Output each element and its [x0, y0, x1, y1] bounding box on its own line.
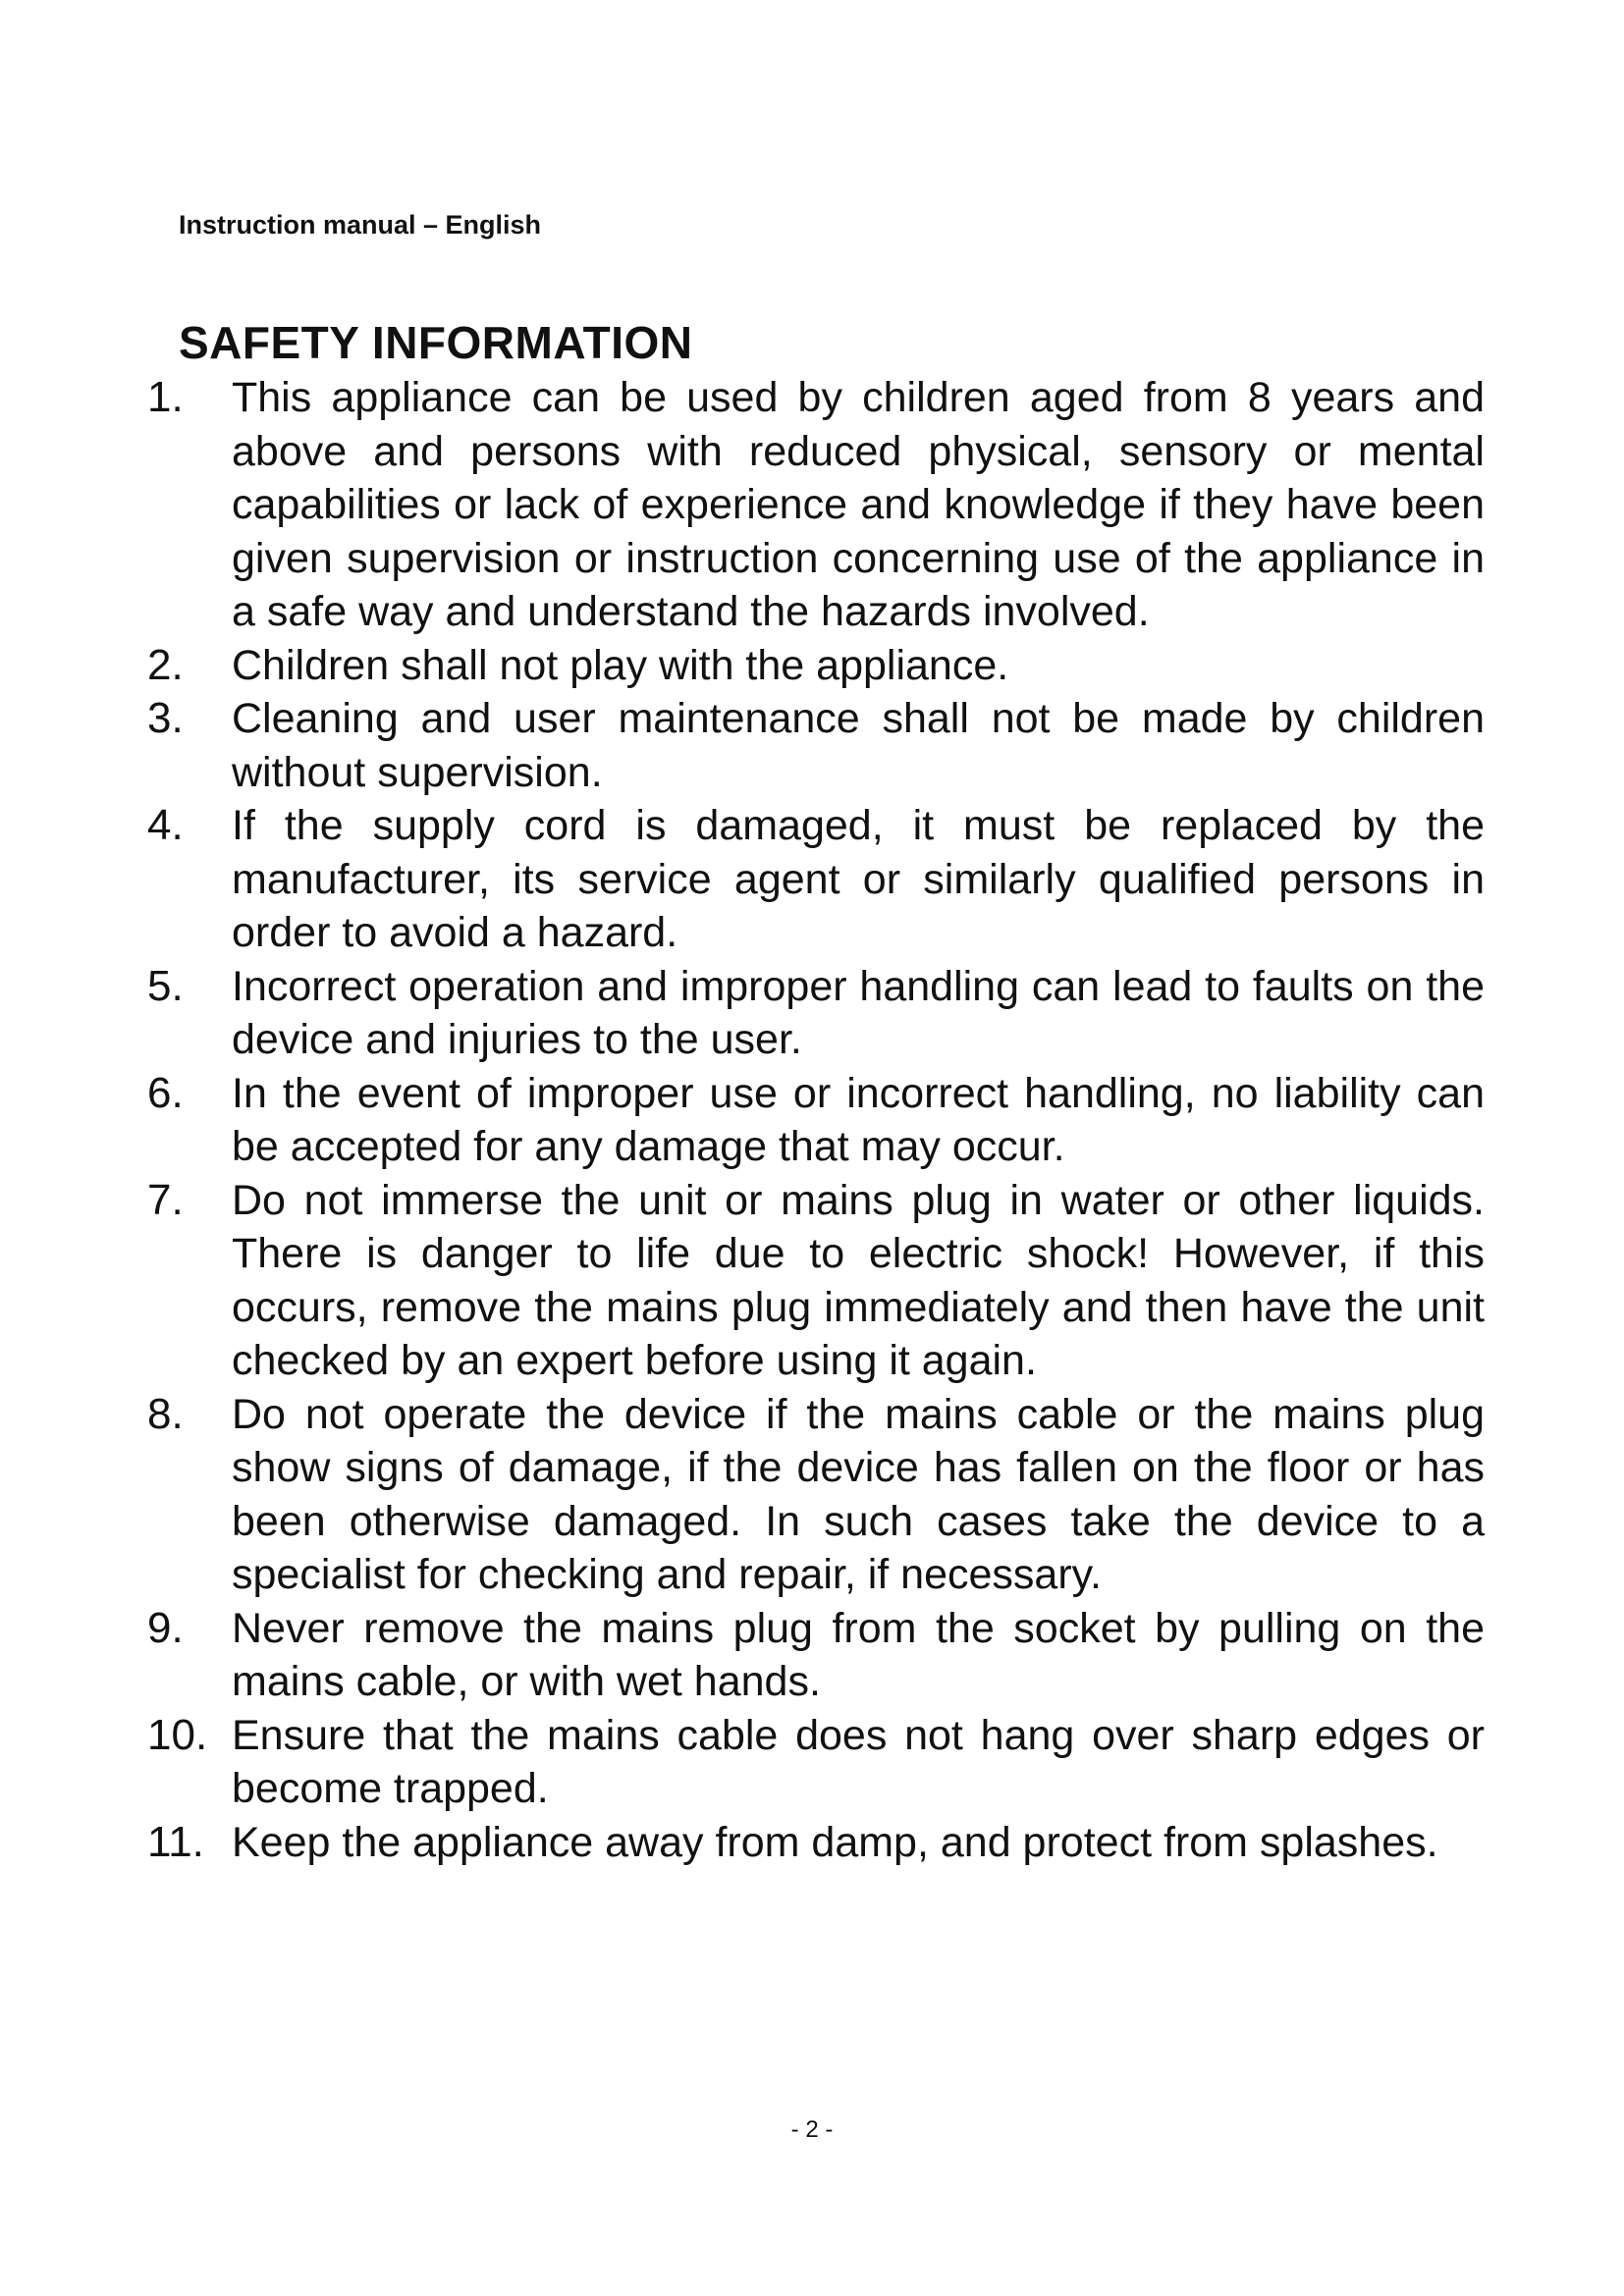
- list-item: [0, 1602, 1624, 1709]
- list-item-number: 6.: [147, 1068, 184, 1117]
- list-item-text: Incorrect operation and improper handling can lead to faults on the device and injuries to the user.: [232, 962, 1485, 1063]
- list-item: [0, 1174, 1624, 1388]
- list-item-text: If the supply cord is damaged, it must be replaced by the manufacturer, its service agent or similarly qualified persons in order to avoid a hazard.: [232, 802, 1485, 956]
- list-item-text: Cleaning and user maintenance shall not be made by children without supervision.: [232, 695, 1485, 796]
- list-item: [0, 639, 1624, 693]
- list-item: [0, 692, 1624, 799]
- list-item-text: This appliance can be used by children aged from 8 years and above and persons with reduced physical, sensory or mental capabilities or lack of experience and knowledge if they have been given supervision or instruction concerning use of the appliance in a safe way and understand the hazards involved.: [232, 374, 1485, 635]
- list-item-text: In the event of improper use or incorrect handling, no liability can be accepted for any damage that may occur.: [232, 1069, 1485, 1170]
- list-item-number: 8.: [147, 1389, 184, 1438]
- list-item-text: Ensure that the mains cable does not hang over sharp edges or become trapped.: [232, 1711, 1485, 1812]
- list-item-number: 1.: [147, 373, 184, 421]
- section-title: SAFETY INFORMATION: [179, 317, 693, 368]
- list-item-number: 5.: [147, 961, 184, 1010]
- list-item-text: Keep the appliance away from damp, and protect from splashes.: [232, 1818, 1438, 1866]
- list-item-number: 11.: [147, 1817, 204, 1866]
- list-item-number: 4.: [147, 801, 184, 849]
- list-item-number: 10.: [147, 1710, 208, 1759]
- page-number: - 2 -: [790, 2116, 834, 2143]
- list-item-text: Never remove the mains plug from the socket by pulling on the mains cable, or with wet hands.: [232, 1604, 1485, 1705]
- list-item-number: 2.: [147, 640, 184, 689]
- list-item: [0, 1816, 1624, 1870]
- list-item-number: 7.: [147, 1175, 184, 1224]
- list-item: [0, 1709, 1624, 1816]
- header-label: Instruction manual – English: [179, 210, 542, 240]
- list-item-text: Children shall not play with the appliance.: [232, 641, 1009, 689]
- list-item-text: Do not immerse the unit or mains plug in water or other liquids. There is danger to life due to electric shock! However, if this occurs, remove the mains plug immediately and then have the unit checked by an expert before using it again.: [232, 1176, 1485, 1384]
- list-item: [0, 1067, 1624, 1174]
- list-item: [0, 799, 1624, 960]
- list-item: [0, 960, 1624, 1067]
- list-item-number: 3.: [147, 694, 184, 742]
- list-item-number: 9.: [147, 1603, 184, 1652]
- list-item: [0, 1388, 1624, 1602]
- list-item: [0, 371, 1624, 639]
- list-item-text: Do not operate the device if the mains cable or the mains plug show signs of damage, if the device has fallen on the floor or has been otherwise damaged. In such cases take the device to a specialist for checking and repair, if necessary.: [232, 1390, 1485, 1598]
- safety-list: [0, 371, 1624, 1869]
